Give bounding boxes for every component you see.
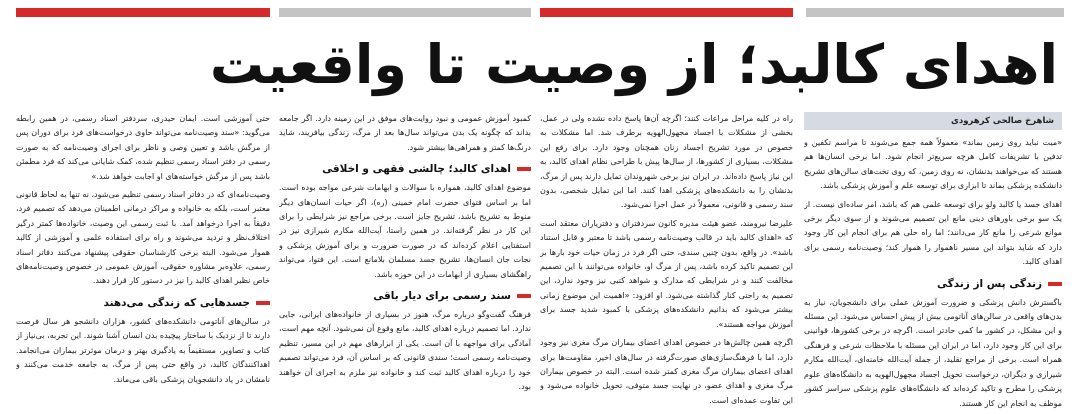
subheading-marker: [256, 301, 270, 305]
paragraph: وصیت‌نامه‌ای که در دفاتر اسناد رسمی تنظیم می‌شود، نه تنها به لحاظ قانونی معتبر است، بلکه به خانواده و مراکز درمانی اطمینان می‌دهد که تصمیم فرد، دقیقاً به اجرا درخواهد آمد. با ثبت رسمی این وصیت، خانواده‌ها کمتر درگیر اختلاف‌نظر و تردید می‌شوند و راه برای استفاده علمی و آموزشی از کالبد هموار می‌شود. البته برخی کارشناسان حقوقی پیشنهاد می‌کنند دفاتر اسناد رسمی، علاوه‌بر مشاوره حقوقی، آموزش عمومی در خصوص وصیت‌نامه‌های خاص نظیر اهدای کالبد را نیز در دستور کار قرار دهند.: [16, 190, 270, 286]
subheading: اهدای کالبد؛ چالشی فقهی و اخلاقی: [279, 161, 531, 177]
column-2: [540, 112, 793, 414]
paragraph: اگرچه همین چالش‌ها در خصوص اهدای اعضای بیماران مرگ مغزی نیز وجود دارد، اما با فرهنگ‌سازی‌های صورت‌گرفته در سال‌های اخیر، مقاومت‌ها برای اهدای اعضای بیماران مرگ مغزی کمتر شده است. البته در خصوص بیماران مرگ مغزی و اهدای عضو، در نهایت جسد متوفی، تحویل خانواده می‌شود و این تفاوت عمده‌ای است.: [540, 338, 793, 405]
header-bar-accent-right: [540, 8, 793, 17]
paragraph: در سالن‌های آناتومی دانشکده‌های کشور، هزاران دانشجو هر سال فرصت دارند تا از نزدیک با ساختار پیچیده بدن انسان آشنا شوند. این تجربه، بی‌نیاز از کتاب و تصاویر، مستقیماً به یادگیری بهتر و درمان موثرتر بیماران می‌انجامد. اهداکنندگان کالبد، در واقع حتی پس از مرگ، به جامعه خدمت می‌کنند و نامشان در یاد دانشجویان پزشکی باقی می‌ماند.: [16, 316, 270, 384]
header-bar-right: [806, 8, 1064, 17]
paragraph: «میت نباید روی زمین بماند» معمولاً همه جمع می‌شوند تا مراسم تکفین و تدفین با تشریفات کامل هرچه سریع‌تر انجام شود. اما برخی انسان‌ها هم هستند که می‌خواهند بدنشان، نه روی زمین، که روی تخت‌های سالن‌های تشریح دانشکده پزشکی بماند تا ابزاری برای توسعه علم و آموزش پزشکی باشد.: [804, 138, 1062, 191]
paragraph: کمبود آموزش عمومی و نبود روایت‌های موفق در این زمینه دارد. اگر جامعه بداند که چگونه یک بدن می‌تواند سال‌ها بعد از مرگ، زندگی بیافریند، شاید درنگ‌ها کمتر و همراهی‌ها بیشتر شود.: [279, 114, 531, 152]
paragraph: فرهنگ گفت‌وگو درباره مرگ، هنوز در بسیاری از خانواده‌های ایرانی، جایی ندارد. اما تصمیم درباره اهدای کالبد، مانع وقوع آن نمی‌شود. آنچه مهم است، آمادگی برای مواجهه با آن است. یکی از ابزارهای مهم در این مسیر، تنظیم وصیت‌نامه رسمی است؛ سندی قانونی که بر اساس آن، فرد می‌تواند تصمیم خود را درباره اهدای کالبد ثبت کند و خانواده نیز ملزم به اجرای آن خواهند بود.: [279, 310, 531, 392]
headline: اهدای کالبد؛ از وصیت تا واقعیت: [209, 33, 1058, 96]
subheading-marker: [1048, 282, 1062, 286]
subheading-marker: [517, 294, 531, 298]
column-3: [279, 112, 531, 414]
paragraph: موضوع اهدای کالبد، همواره با سوالات و ابهامات شرعی مواجه بوده است. اما بر اساس فتوای حضرت امام خمینی (ره)، اگر حیات انسان‌های دیگر منوط به تشریح باشد، تشریح جایز است. برخی مراجع نیز شرایطی را برای این کار در نظر گرفته‌اند. در همین راستا، آیت‌الله مکارم شیرازی نیز در استفتایی اعلام کرده‌اند که در صورت ضرورت و برای آموزش پزشکی و نجات جان انسان‌ها، تشریح جسد مسلمان بلامانع است. این فتوا، می‌تواند راهگشای بسیاری از ابهامات در این حوزه باشد.: [279, 183, 531, 279]
subheading: زندگی پس از زندگی: [804, 276, 1062, 292]
column-1: [804, 112, 1062, 414]
paragraph: حتی آموزشی است. ایمان حیدری، سردفتر اسناد رسمی، در همین رابطه می‌گوید: «سند وصیت‌نامه می‌تواند حاوی درخواست‌های فرد برای دوران پس از مرگش باشد و تعیین وصی و ناظر برای اجرای وصیت‌نامه که به صورت رسمی در دفتر اسناد رسمی تنظیم شده، کمک شایانی می‌کند که فرد مطمئن باشد پس از مرگش خواسته‌های او اجابت خواهد شد.»: [16, 114, 270, 181]
subheading: سند رسمی برای دیار باقی: [279, 288, 531, 304]
paragraph: علیرضا نیرومند، عضو هیئت مدیره کانون سردفتران و دفتریاران معتقد است که «اهدای کالبد باید در قالب وصیت‌نامه رسمی باشد تا معتبر و قابل استناد باشد». در واقع، بدون چنین سندی، حتی اگر فرد در زمان حیات خود بارها بر این تصمیم تاکید کرده باشد، پس از مرگ او، خانواده می‌توانند با این تصمیم مخالفت کنند و در شرایطی که مدارک و شواهد کتبی نیز وجود ندارد، این تصمیم به راحتی کنار گذاشته می‌شود. او افزود: «اهمیت این موضوع زمانی بیشتر می‌شود که بدانیم دانشکده‌های پزشکی با کمبود شدید جسد برای آموزش مواجه هستند».: [540, 218, 793, 329]
header-bar-center: [279, 8, 531, 17]
paragraph: اهدای جسد یا کالبد ولو برای توسعه علمی هم که باشد، امر ساده‌ای نیست. از یک سو برخی باورهای دینی مانع این تصمیم می‌شوند و از سوی دیگر برخی موانع شرعی را مانع کار می‌دانند؛ اما راه حلی هم برای انجام این کار وجود دارد که شاید بتواند این مسیر ناهموار را هموار کند؛ وصیت‌نامه رسمی برای اهدای کالبد.: [804, 199, 1062, 267]
subheading: جسدهایی که زندگی می‌دهند: [16, 295, 270, 311]
header-bar-accent-left: [16, 8, 270, 17]
paragraph: راه در کلیه مراحل مراعات کنند؛ اگرچه آن‌ها پاسخ داده نشده ولی در عمل، بخشی از مشکلات با اجساد مجهول‌الهویه برطرف شد. اما مشکلات به خصوص در مورد تشریح اجساد زنان همچنان وجود دارد. برای رفع این مشکلات، بسیاری از کشورها، از سال‌ها پیش با طراحی نظام اهدای کالبد، به این نیاز پاسخ داده‌اند. در ایران نیز برخی شهروندان تمایل دارند پس از مرگ، بدنشان را به دانشکده‌های پزشکی اهدا کنند. اما این تمایل شخصی، بدون سند رسمی و قانونی، معمولاً در عمل اجرا نمی‌شود.: [540, 114, 793, 210]
paragraph: باگسترش دانش پزشکی و ضرورت آموزش عملی برای دانشجویان، نیاز به بدن‌های واقعی در سالن‌های آناتومی بیش از پیش احساس می‌شود. این مسئله و این مشکل، در کشور ما کمی حادتر است. اگرچه در برخی کشورها، قوانینی برای این کار وجود دارد، اما در ایران این مسئله با ملاحظات شرعی و فرهنگی همراه است. برخی از مراجع تقلید، از جمله آیت‌الله خامنه‌ای، آیت‌الله مکارم شیرازی و دیگران، درخواست تحویل اجساد مجهول‌الهویه به دانشگاه‌های علوم پزشکی را مطرح و تاکید کرده‌اند که دانشگاه‌های علوم پزشکی سراسر کشور موظف به انجام این کار هستند.: [804, 297, 1062, 408]
column-4: [16, 112, 270, 414]
subheading-marker: [517, 167, 531, 171]
byline: شاهرخ صالحی کرهرودی: [804, 112, 1062, 130]
